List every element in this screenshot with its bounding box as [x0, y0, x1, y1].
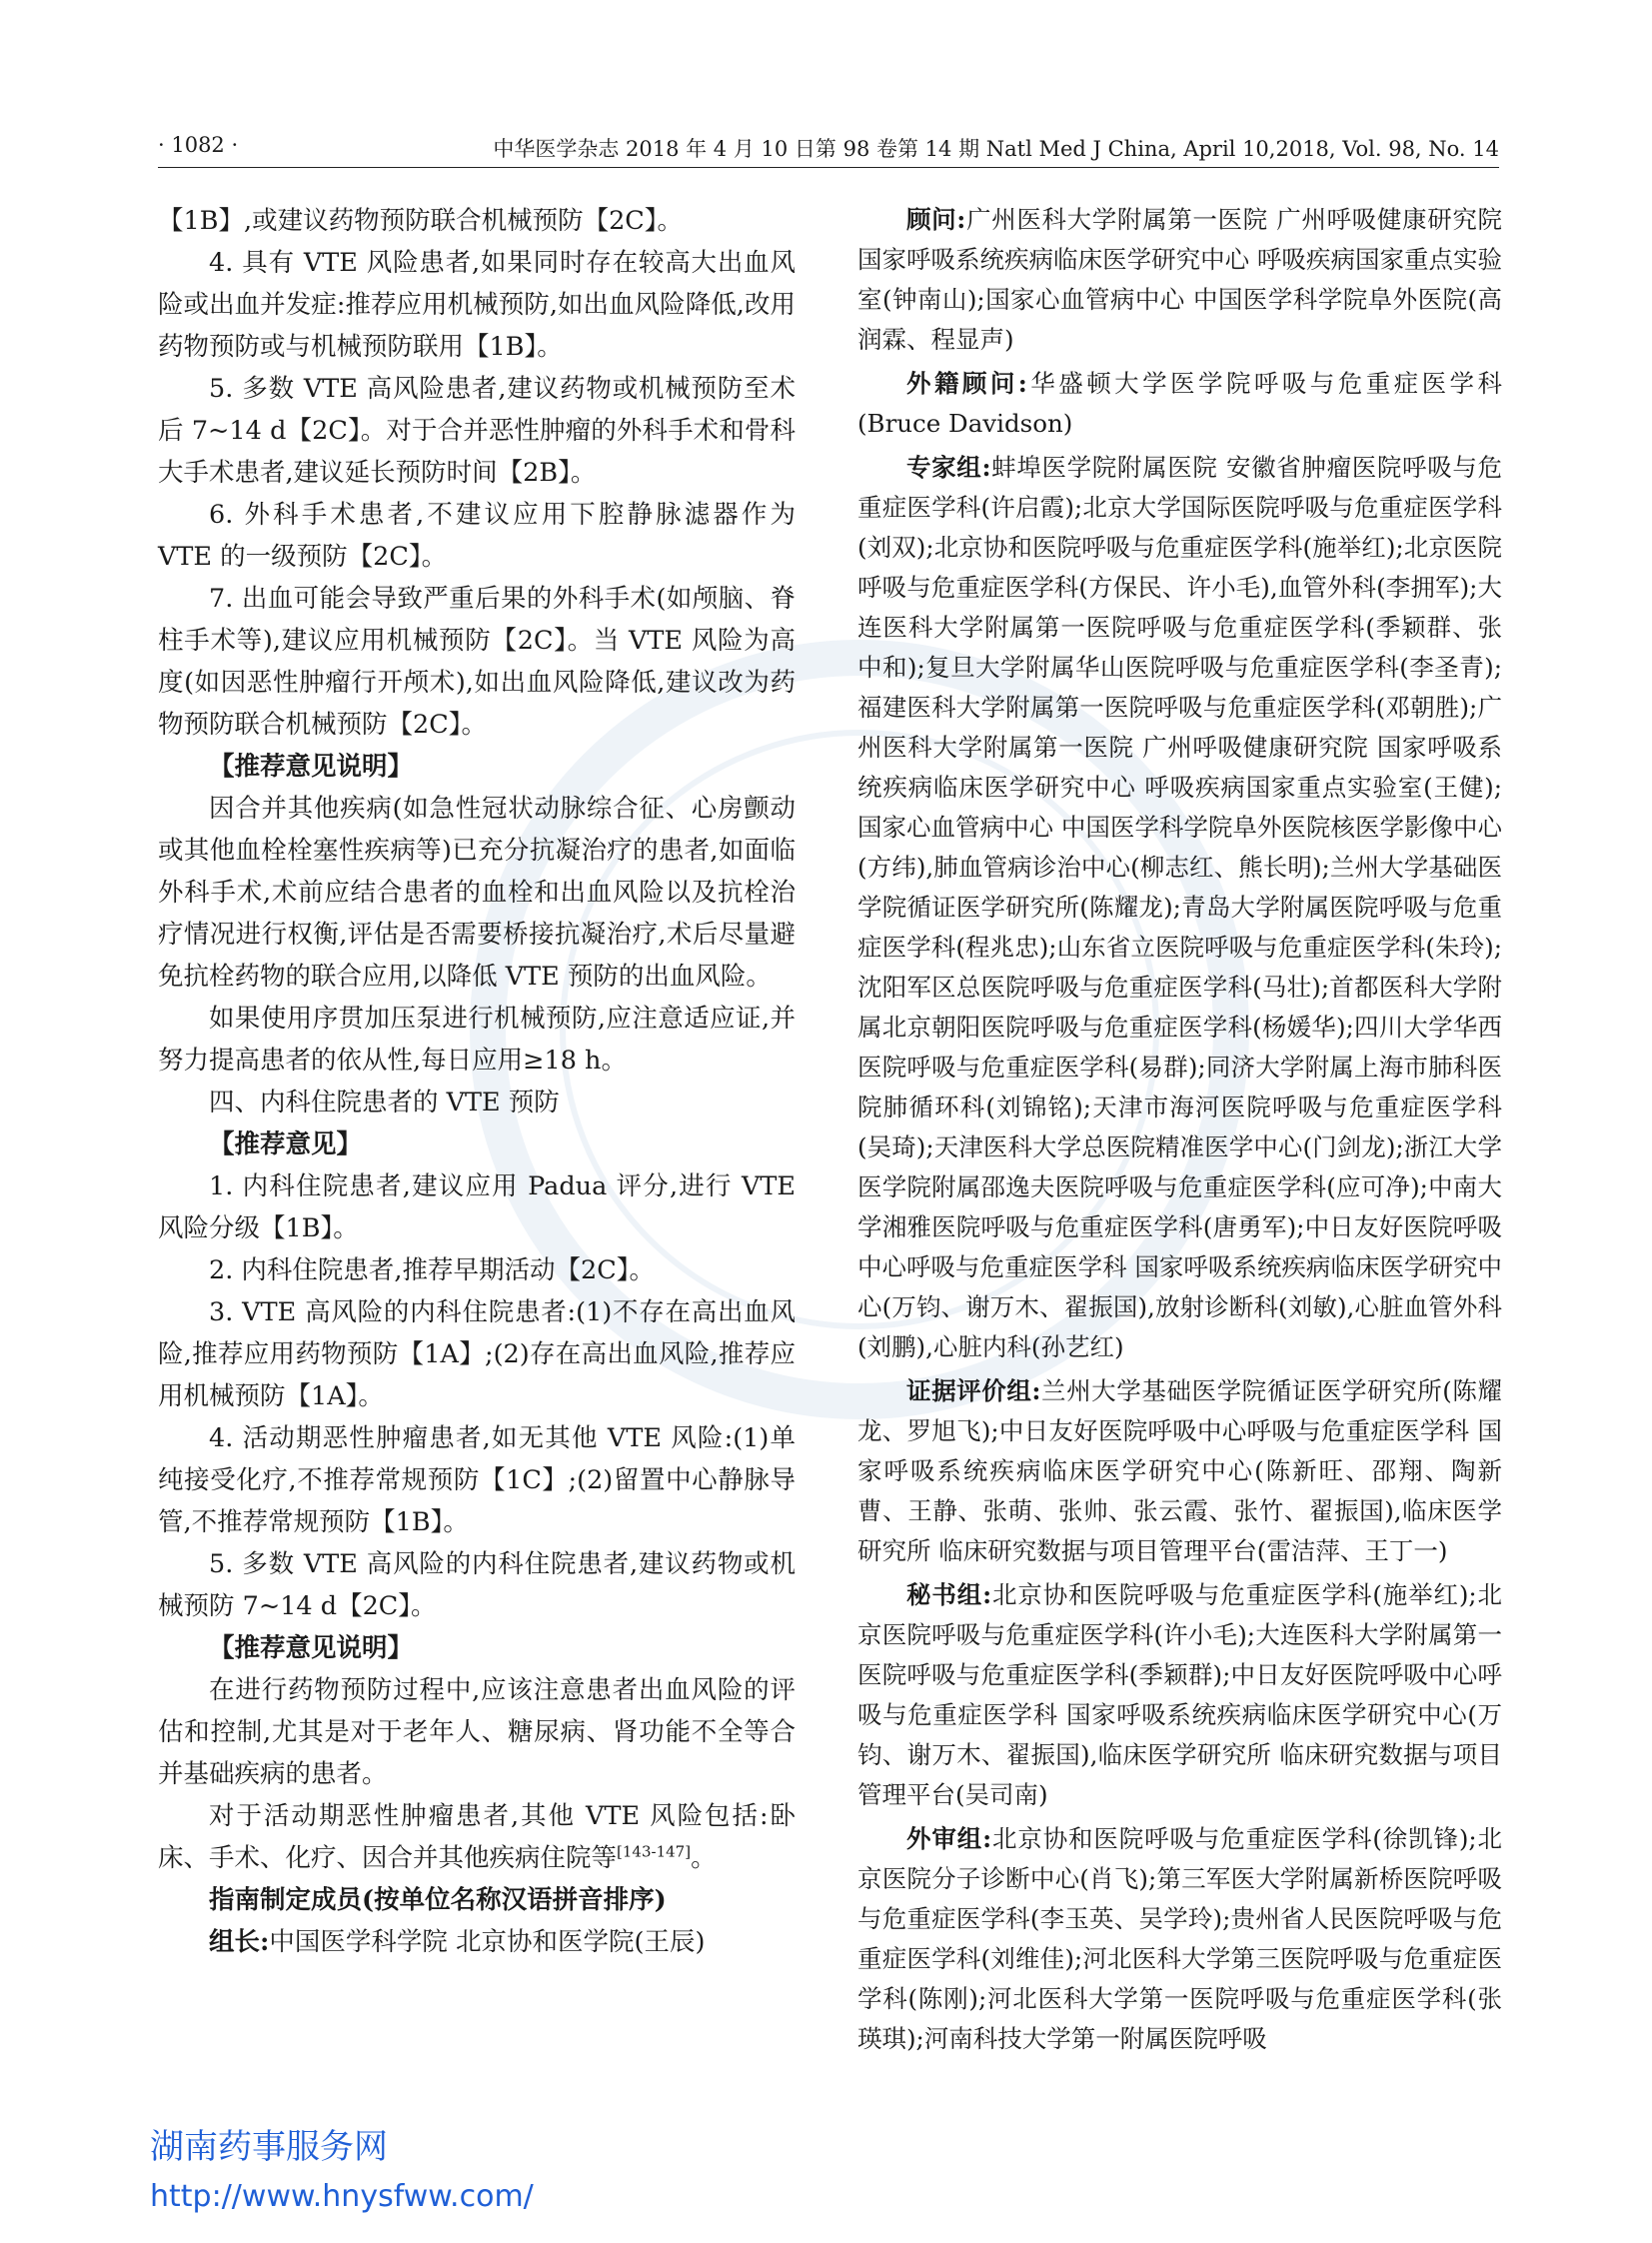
member-entry-text: 兰州大学基础医学院循证医学研究所(陈耀龙、罗旭飞);中日友好医院呼吸中心呼吸与危重症医学科 国家呼吸系统疾病临床医学研究中心(陈新旺、邵翔、陶新曹、王静、张萌、张帅、张云霞、张竹、翟振国),临床医学研究所 临床研究数据与项目管理平台(雷洁萍、王丁一) [857, 1376, 1502, 1565]
paragraph-text: 4. 具有 VTE 风险患者,如果同时存在较高大出血风险或出血并发症:推荐应用机械预防,如出血风险降低,改用药物预防或与机械预防联用【1B】。 [158, 248, 796, 362]
member-entry [857, 200, 1502, 360]
body-paragraph [158, 368, 796, 494]
paragraph-text: 四、内科住院患者的 VTE 预防 [209, 1088, 560, 1118]
member-entry-text: 蚌埠医学院附属医院 安徽省肿瘤医院呼吸与危重症医学科(许启霞);北京大学国际医院呼吸与危重症医学科(刘双);北京协和医院呼吸与危重症医学科(施举红);北京医院呼吸与危重症医学科(方保民、许小毛),血管外科(李拥军);大连医科大学附属第一医院呼吸与危重症医学科(季颖群、张中和);复旦大学附属华山医院呼吸与危重症医学科(李圣青);福建医科大学附属第一医院呼吸与危重症医学科(邓朝胜);广州医科大学附属第一医院 广州呼吸健康研究院 国家呼吸系统疾病临床医学研究中心 呼吸疾病国家重点实验室(王健);国家心血管病中心 中国医学科学院阜外医院核医学影像中心(方纬),肺血管病诊治中心(柳志红、熊长明);兰州大学基础医学院循证医学研究所(陈耀龙);青岛大学附属医院呼吸与危重症医学科(程兆忠);山东省立医院呼吸与危重症医学科(朱玲);沈阳军区总医院呼吸与危重症医学科(马壮);首都医科大学附属北京朝阳医院呼吸与危重症医学科(杨媛华);四川大学华西医院呼吸与危重症医学科(易群);同济大学附属上海市肺科医院肺循环科(刘锦铭);天津市海河医院呼吸与危重症医学科(吴琦);天津医科大学总医院精准医学中心(门剑龙);浙江大学医学院附属邵逸夫医院呼吸与危重症医学科(应可净);中南大学湘雅医院呼吸与危重症医学科(唐勇军);中日友好医院呼吸中心呼吸与危重症医学科 国家呼吸系统疾病临床医学研究中心(万钧、谢万木、翟振国),放射诊断科(刘敏),心脏血管外科(刘鹏),心脏内科(孙艺红) [857, 453, 1503, 1361]
body-paragraph [158, 242, 796, 368]
paragraph-text: 如果使用序贯加压泵进行机械预防,应注意适应证,并努力提高患者的依从性,每日应用≥18 h。 [158, 1004, 796, 1076]
citation-reference: [143-147] [617, 1842, 692, 1861]
paragraph-tail: 。 [691, 1843, 717, 1873]
member-role-label: 证据评价组: [906, 1376, 1041, 1405]
paragraph-text: 【1B】,或建议药物预防联合机械预防【2C】。 [158, 206, 684, 236]
member-role-label: 专家组: [906, 453, 991, 482]
section-subheading [158, 746, 796, 788]
member-role-label: 组长: [209, 1927, 270, 1957]
paragraph-text: 5. 多数 VTE 高风险的内科住院患者,建议药物或机械预防 7~14 d【2C】。 [158, 1549, 796, 1621]
body-paragraph [158, 1165, 796, 1249]
body-paragraph [158, 1543, 796, 1627]
body-paragraph [158, 200, 796, 242]
body-paragraph [158, 578, 796, 746]
body-paragraph [158, 1082, 796, 1123]
paragraph-text: 在进行药物预防过程中,应该注意患者出血风险的评估和控制,尤其是对于老年人、糖尿病、肾功能不全等合并基础疾病的患者。 [158, 1675, 796, 1789]
subheading-text: 【推荐意见说明】 [209, 1633, 414, 1663]
paragraph-text: 7. 出血可能会导致严重后果的外科手术(如颅脑、脊柱手术等),建议应用机械预防【2C】。当 VTE 风险为高度(如因恶性肿瘤行开颅术),如出血风险降低,建议改为药物预防联合机械预防【2C】。 [158, 584, 796, 740]
subheading-text: 【推荐意见说明】 [209, 752, 414, 782]
paragraph-text: 因合并其他疾病(如急性冠状动脉综合征、心房颤动或其他血栓栓塞性疾病等)已充分抗凝治疗的患者,如面临外科手术,术前应结合患者的血栓和出血风险以及抗栓治疗情况进行权衡,评估是否需要桥接抗凝治疗,术后尽量避免抗栓药物的联合应用,以降低 VTE 预防的出血风险。 [158, 794, 796, 992]
member-role-label: 秘书组: [906, 1580, 992, 1609]
page-number: · 1082 · [158, 133, 239, 157]
subheading-text: 【推荐意见】 [209, 1129, 363, 1159]
body-paragraph [158, 1249, 796, 1291]
paragraph-text: 4. 活动期恶性肿瘤患者,如无其他 VTE 风险:(1)单纯接受化疗,不推荐常规预防【1C】;(2)留置中心静脉导管,不推荐常规预防【1B】。 [158, 1423, 796, 1537]
paragraph-text: 5. 多数 VTE 高风险患者,建议药物或机械预防至术后 7~14 d【2C】。对于合并恶性肿瘤的外科手术和骨科大手术患者,建议延长预防时间【2B】。 [158, 374, 796, 488]
body-paragraph [158, 1291, 796, 1417]
member-role-label: 外审组: [906, 1824, 992, 1853]
member-entry-text: 华盛顿大学医学院呼吸与危重症医学科(Bruce Davidson) [857, 369, 1503, 438]
body-paragraph [158, 1795, 796, 1879]
running-head: 中华医学杂志 2018 年 4 月 10 日第 98 卷第 14 期 Natl Med J China, April 10,2018, Vol. 98, No. 14 [493, 137, 1499, 161]
right-column [857, 200, 1502, 2063]
page-header [158, 133, 1499, 168]
section-subheading [158, 1879, 796, 1921]
left-column [158, 200, 796, 1963]
member-entry-text: 北京协和医院呼吸与危重症医学科(徐凯锋);北京医院分子诊断中心(肖飞);第三军医大学附属新桥医院呼吸与危重症医学科(李玉英、吴学玲);贵州省人民医院呼吸与危重症医学科(刘维佳);河北医科大学第三医院呼吸与危重症医学科(陈刚);河北医科大学第一医院呼吸与危重症医学科(张瑛琪);河南科技大学第一附属医院呼吸 [857, 1824, 1502, 2053]
member-entry [857, 1371, 1502, 1571]
body-paragraph [158, 998, 796, 1082]
body-paragraph [158, 1417, 796, 1543]
member-entry-text: 中国医学科学院 北京协和医学院(王辰) [269, 1927, 706, 1957]
member-entry [857, 1575, 1502, 1815]
body-paragraph [158, 494, 796, 578]
member-role-label: 外籍顾问: [906, 369, 1027, 398]
paragraph-text: 2. 内科住院患者,推荐早期活动【2C】。 [209, 1255, 656, 1285]
footer-site-url[interactable]: http://www.hnysfww.com/ [150, 2179, 534, 2214]
member-entry-text: 广州医科大学附属第一医院 广州呼吸健康研究院 国家呼吸系统疾病临床医学研究中心 呼吸疾病国家重点实验室(钟南山);国家心血管病中心 中国医学科学院阜外医院(高润霖、程显声) [857, 205, 1502, 354]
paragraph-text: 1. 内科住院患者,建议应用 Padua 评分,进行 VTE 风险分级【1B】。 [158, 1171, 796, 1243]
paragraph-text: 对于活动期恶性肿瘤患者,其他 VTE 风险包括:卧床、手术、化疗、因合并其他疾病住院等 [158, 1801, 796, 1873]
member-entry [857, 364, 1502, 444]
section-subheading [158, 1123, 796, 1165]
member-entry [158, 1921, 796, 1963]
subheading-text: 指南制定成员(按单位名称汉语拼音排序) [209, 1885, 667, 1915]
body-paragraph [158, 1669, 796, 1795]
paragraph-text: 3. VTE 高风险的内科住院患者:(1)不存在高出血风险,推荐应用药物预防【1A】;(2)存在高出血风险,推荐应用机械预防【1A】。 [158, 1297, 796, 1411]
paragraph-text: 6. 外科手术患者,不建议应用下腔静脉滤器作为 VTE 的一级预防【2C】。 [158, 500, 796, 572]
member-entry-text: 北京协和医院呼吸与危重症医学科(施举红);北京医院呼吸与危重症医学科(许小毛);大连医科大学附属第一医院呼吸与危重症医学科(季颖群);中日友好医院呼吸中心呼吸与危重症医学科 国家呼吸系统疾病临床医学研究中心(万钧、谢万木、翟振国),临床医学研究所 临床研究数据与项目管理平台(吴司南) [857, 1580, 1502, 1809]
body-paragraph [158, 788, 796, 998]
member-role-label: 顾问: [906, 205, 966, 234]
footer-site-name[interactable]: 湖南药事服务网 [150, 2127, 388, 2167]
section-subheading [158, 1627, 796, 1669]
member-entry [857, 448, 1502, 1367]
member-entry [857, 1819, 1502, 2059]
